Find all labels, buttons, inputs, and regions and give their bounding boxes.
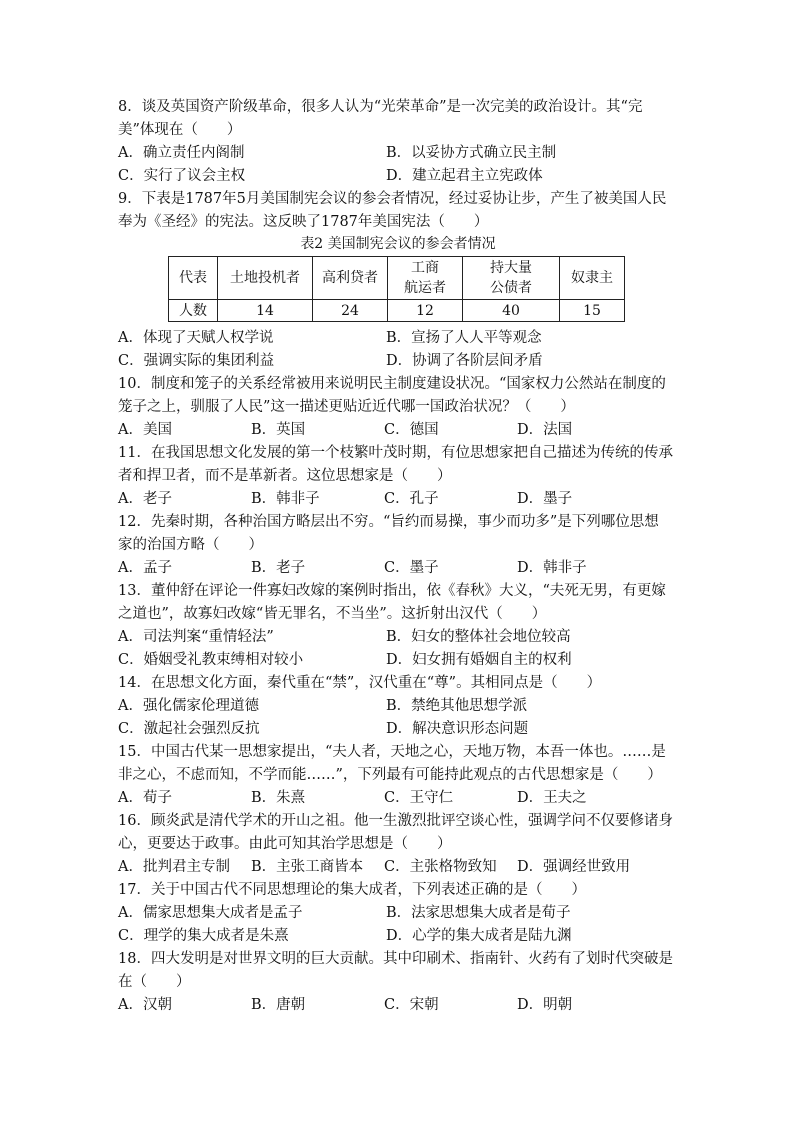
q18-stem-line-2: 在（ ） (118, 974, 191, 990)
q18-options (118, 994, 678, 1017)
q12-stem-line-1: 12．先秦时期，各种治国方略层出不穷。“旨约而易操，事少而功多”是下列哪位思想 (118, 514, 659, 530)
q16-option-c[interactable]: C．主张格物致知 (384, 859, 497, 875)
table-header-text: 航运者 (404, 280, 446, 296)
q17-option-b[interactable]: B．法家思想集大成者是荀子 (386, 905, 571, 921)
q11-option-b[interactable]: B．韩非子 (251, 491, 320, 507)
q15-stem-line-2: 非之心，不虑而知，不学而能……”，下列最有可能持此观点的古代思想家是（ ） (118, 767, 662, 783)
table-header-text: 持大量 (490, 260, 532, 276)
q8-option-b[interactable]: B．以妥协方式确立民主制 (386, 145, 557, 161)
q8-option-d[interactable]: D．建立起君主立宪政体 (386, 168, 543, 184)
q17-option-c[interactable]: C．理学的集大成者是朱熹 (118, 928, 289, 944)
q9-option-d[interactable]: D．协调了各阶层间矛盾 (386, 353, 543, 369)
table-header-text: 公债者 (490, 280, 532, 296)
q12-option-a[interactable]: A．孟子 (118, 560, 172, 576)
q13-option-c[interactable]: C．婚姻受礼教束缚相对较小 (118, 652, 304, 668)
table-header-cell: 土地投机者 (218, 257, 313, 300)
table-header-row (169, 257, 625, 300)
q18-option-d[interactable]: D．明朝 (517, 997, 573, 1013)
q14-stem-line-1: 14．在思想文化方面，秦代重在“禁”，汉代重在“尊”。其相同点是（ ） (118, 675, 602, 691)
delegates-table (168, 256, 625, 322)
q15-option-b[interactable]: B．朱熹 (251, 790, 306, 806)
q15-option-c[interactable]: C．王守仁 (384, 790, 454, 806)
q17-options-row-2 (118, 925, 678, 948)
q15-option-d[interactable]: D．王夫之 (517, 790, 587, 806)
table-header-cell: 奴隶主 (560, 257, 625, 300)
q16-option-d[interactable]: D．强调经世致用 (517, 859, 631, 875)
q12-option-d[interactable]: D．韩非子 (517, 560, 587, 576)
table-header-cell: 高利贷者 (313, 257, 388, 300)
q10-options (118, 419, 678, 442)
q9-option-c[interactable]: C．强调实际的集团利益 (118, 353, 275, 369)
q17-option-d[interactable]: D．心学的集大成者是陆九渊 (386, 928, 572, 944)
q9-option-b[interactable]: B．宣扬了人人平等观念 (386, 330, 542, 346)
q10-option-c[interactable]: C．德国 (384, 422, 439, 438)
q15-options (118, 787, 678, 810)
q13-option-d[interactable]: D．妇女拥有婚姻自主的权利 (386, 652, 572, 668)
q10-stem-line-2: 笼子之上，驯服了人民”这一描述更贴近近代哪一国政治状况？（ ） (118, 399, 575, 415)
q12-option-b[interactable]: B．老子 (251, 560, 306, 576)
q9-options-row-1 (118, 327, 678, 350)
q9-stem-line-2: 奉为《圣经》的宪法。这反映了1787年美国宪法（ ） (118, 214, 489, 230)
q11-stem-line-2: 者和捍卫者，而不是革新者。这位思想家是（ ） (118, 468, 452, 484)
q11-option-c[interactable]: C．孔子 (384, 491, 439, 507)
table-cell: 12 (388, 300, 463, 322)
q12-stem-line-2: 家的治国方略（ ） (118, 537, 263, 553)
q13-options-row-1 (118, 626, 678, 649)
q14-option-c[interactable]: C．激起社会强烈反抗 (118, 721, 260, 737)
q17-stem-line-1: 17．关于中国古代不同思想理论的集大成者，下列表述正确的是（ ） (118, 882, 586, 898)
q17-options-row-1 (118, 902, 678, 925)
table-cell: 24 (313, 300, 388, 322)
table-header-cell (388, 257, 463, 300)
q10-stem-line-1: 10．制度和笼子的关系经常被用来说明民主制度建设状况。“国家权力公然站在制度的 (118, 376, 666, 392)
q15-option-a[interactable]: A．荀子 (118, 790, 172, 806)
q11-stem-line-1: 11．在我国思想文化发展的第一个枝繁叶茂时期，有位思想家把自己描述为传统的传承 (118, 445, 673, 461)
q16-options (118, 856, 678, 879)
q11-option-a[interactable]: A．老子 (118, 491, 172, 507)
table-header-cell: 代表 (169, 257, 218, 300)
q8-options-row-1 (118, 142, 678, 165)
q8-options-row-2 (118, 165, 678, 188)
table-cell: 14 (218, 300, 313, 322)
q16-option-b[interactable]: B．主张工商皆本 (251, 859, 364, 875)
q11-option-d[interactable]: D．墨子 (517, 491, 573, 507)
q9-stem-line-1: 9．下表是1787年5月美国制宪会议的参会者情况，经过妥协让步，产生了被美国人民 (118, 191, 667, 207)
table-cell: 人数 (169, 300, 218, 322)
q18-stem-line-1: 18．四大发明是对世界文明的巨大贡献。其中印刷术、指南针、火药有了划时代突破是 (118, 951, 673, 967)
q14-option-b[interactable]: B．禁绝其他思想学派 (386, 698, 528, 714)
q18-option-a[interactable]: A．汉朝 (118, 997, 172, 1013)
q12-option-c[interactable]: C．墨子 (384, 560, 439, 576)
q11-options (118, 488, 678, 511)
q10-option-b[interactable]: B．英国 (251, 422, 306, 438)
q8-option-a[interactable]: A．确立责任内阁制 (118, 145, 245, 161)
q8-stem-line-1: 8．谈及英国资产阶级革命，很多人认为“光荣革命”是一次完美的政治设计。其“完 (118, 99, 643, 115)
table-caption: 表2 美国制宪会议的参会者情况 (300, 236, 496, 252)
q18-option-c[interactable]: C．宋朝 (384, 997, 439, 1013)
q14-option-d[interactable]: D．解决意识形态问题 (386, 721, 529, 737)
q13-options-row-2 (118, 649, 678, 672)
table-header-cell (463, 257, 560, 300)
q14-option-a[interactable]: A．强化儒家伦理道德 (118, 698, 259, 714)
q13-stem-line-1: 13．董仲舒在评论一件寡妇改嫁的案例时指出，依《春秋》大义，“夫死无男，有更嫁 (118, 583, 666, 599)
q9-option-a[interactable]: A．体现了天赋人权学说 (118, 330, 274, 346)
q13-option-a[interactable]: A．司法判案“重情轻法” (118, 629, 274, 645)
q14-options-row-2 (118, 718, 678, 741)
q13-stem-line-2: 之道也”，故寡妇改嫁“皆无罪名，不当坐”。这折射出汉代（ ） (118, 606, 547, 622)
table-header-text: 工商 (411, 260, 439, 276)
table-data-row (169, 300, 625, 322)
q9-options-row-2 (118, 350, 678, 373)
q13-option-b[interactable]: B．妇女的整体社会地位较高 (386, 629, 571, 645)
q17-option-a[interactable]: A．儒家思想集大成者是孟子 (118, 905, 303, 921)
q10-option-d[interactable]: D．法国 (517, 422, 573, 438)
table-cell: 15 (560, 300, 625, 322)
q16-option-a[interactable]: A．批判君主专制 (118, 859, 230, 875)
q16-stem-line-2: 心，更要达于政事。由此可知其治学思想是（ ） (118, 836, 452, 852)
q15-stem-line-1: 15．中国古代某一思想家提出，“夫人者，天地之心，天地万物，本吾一体也。……是 (118, 744, 666, 760)
table-cell: 40 (463, 300, 560, 322)
q8-stem-line-2: 美”体现在（ ） (118, 122, 242, 138)
q10-option-a[interactable]: A．美国 (118, 422, 172, 438)
q8-option-c[interactable]: C．实行了议会主权 (118, 168, 246, 184)
q18-option-b[interactable]: B．唐朝 (251, 997, 306, 1013)
q14-options-row-1 (118, 695, 678, 718)
q16-stem-line-1: 16．顾炎武是清代学术的开山之祖。他一生激烈批评空谈心性，强调学问不仅要修诸身 (118, 813, 673, 829)
q12-options (118, 557, 678, 580)
